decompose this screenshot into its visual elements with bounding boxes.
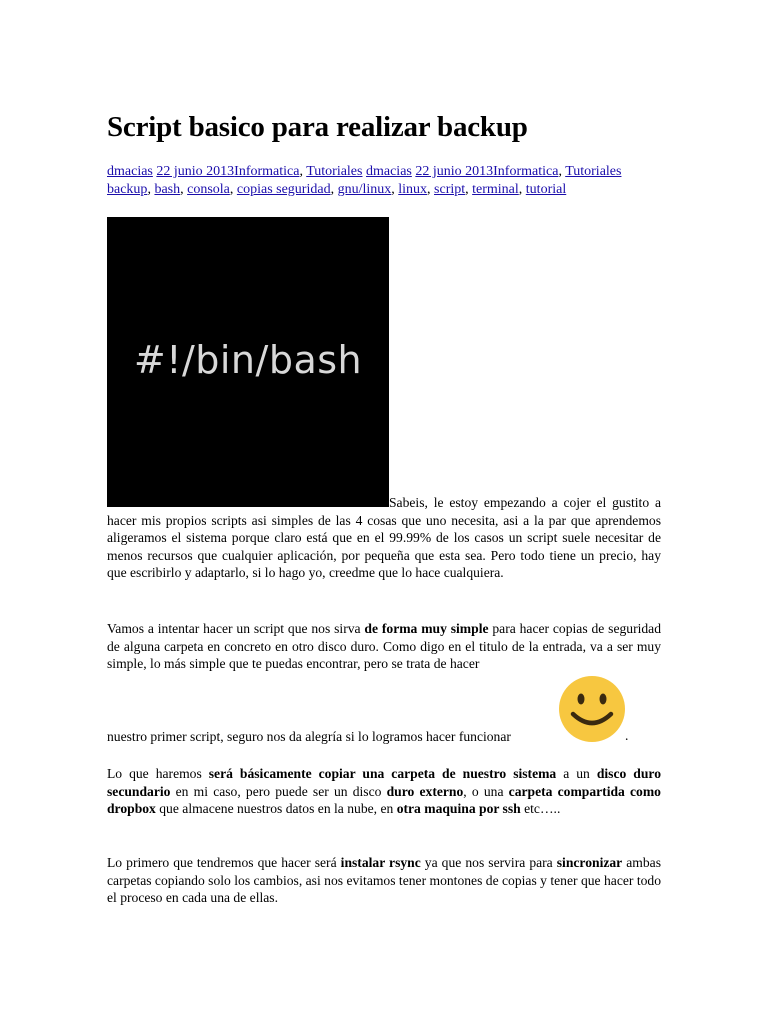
tag-link[interactable]: linux: [398, 182, 428, 197]
tag-link[interactable]: terminal: [472, 182, 519, 197]
tag-link[interactable]: gnu/linux: [337, 182, 392, 197]
paragraph-rsync: Lo primero que tendremos que hacer será instalar rsync ya que nos servira para sincronizar ambas carpetas copiando solo los cambios, asi nos evitamos tener montones de copias y tener que hacer todo el proceso en cada una de ellas.: [107, 855, 661, 906]
category-link-informatica[interactable]: Informatica: [234, 164, 300, 179]
paragraph-plan: Lo que haremos será básicamente copiar una carpeta de nuestro sistema a un disco duro secundario en mi caso, pero puede ser un disco duro externo, o una carpeta compartida como dropbox que almacene nuestros datos en la nube, en otra maquina por ssh etc…..: [107, 766, 661, 817]
page-title: Script basico para realizar backup: [107, 111, 528, 143]
post-meta: [107, 163, 661, 199]
author-link[interactable]: dmacias: [107, 164, 153, 179]
sentence-period: .: [625, 728, 629, 743]
paragraph-objective: Vamos a intentar hacer un script que nos sirva de forma muy simple para hacer copias de seguridad de alguna carpeta en concreto en otro disco duro. Como digo en el titulo de la entrada, va a ser muy simple, lo más simple que te puedas encontrar, pero se trata de hacer: [107, 621, 662, 672]
author-link[interactable]: dmacias: [365, 164, 412, 179]
post-meta-line-1: dmacias 22 junio 2013Informatica, Tutoriales dmacias 22 junio 2013Informatica, Tutoriales: [107, 164, 622, 179]
tag-link[interactable]: tutorial: [525, 182, 567, 197]
smiley-icon: [559, 676, 625, 742]
date-link[interactable]: 22 junio 2013: [156, 164, 235, 179]
bash-hero-image: [107, 217, 389, 507]
category-link-tutoriales[interactable]: Tutoriales: [306, 164, 363, 179]
tag-link[interactable]: bash: [154, 182, 181, 197]
tag-link[interactable]: script: [434, 182, 466, 197]
hero-image-text: #!/bin/bash: [133, 338, 363, 382]
tag-link[interactable]: backup: [107, 182, 148, 197]
category-link-tutoriales[interactable]: Tutoriales: [565, 164, 622, 179]
tag-list: backup, bash, consola, copias seguridad, gnu/linux, linux, script, terminal, tutorial: [107, 182, 567, 197]
paragraph-objective-end: nuestro primer script, seguro nos da alegría si lo logramos hacer funcionar: [107, 729, 511, 744]
tag-link[interactable]: consola: [187, 182, 230, 197]
date-link[interactable]: 22 junio 2013: [415, 164, 494, 179]
category-link-informatica[interactable]: Informatica: [493, 164, 559, 179]
tag-link[interactable]: copias seguridad: [236, 182, 331, 197]
paragraph-intro: Sabeis, le estoy empezando a cojer el gustito a hacer mis propios scripts asi simples de las 4 cosas que uno necesita, asi a la par que aprendemos aligeramos el sistema porque claro está que en el 99.99% de los casos un script suele necesitar de menos recursos que cualquier aplicación, por pequeña que esta sea. Pero todo tiene un precio, hay que escribirlo y adaptarlo, si lo hago yo, creedme que lo hace cualquiera.: [107, 495, 661, 581]
